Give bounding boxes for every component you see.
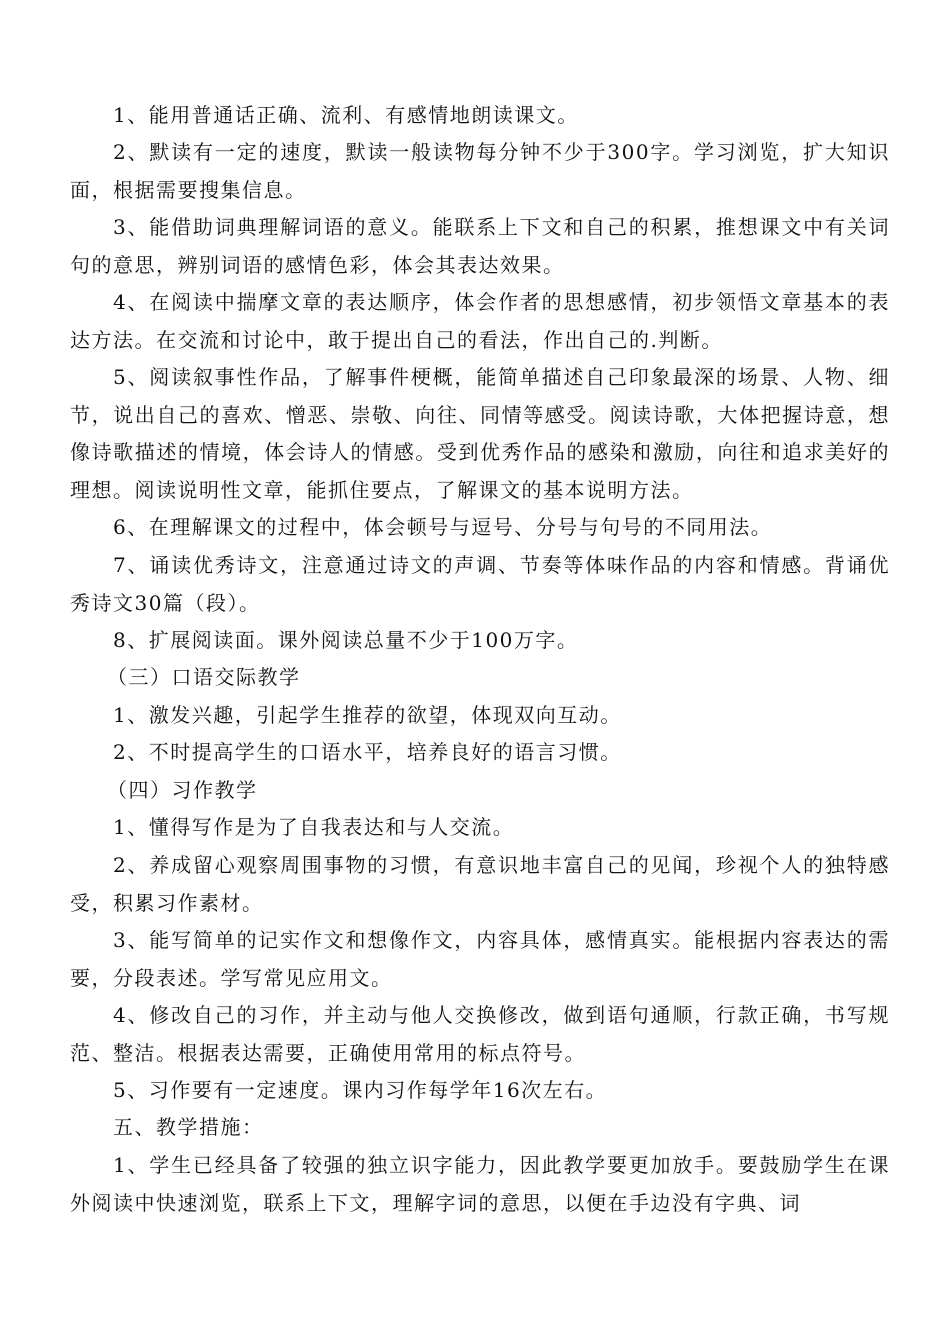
paragraph-oral-1: 1、激发兴趣，引起学生推荐的欲望，体现双向互动。: [113, 703, 622, 727]
paragraph-measures-1: 1、学生已经具备了较强的独立识字能力，因此教学要更加放手。要鼓励学生在课外阅读中快速浏览，联系上下文，理解字词的意思，以便在手边没有字典、词: [70, 1153, 890, 1215]
paragraph-oral-2: 2、不时提高学生的口语水平，培养良好的语言习惯。: [113, 740, 622, 764]
section-heading-oral: （三）口语交际教学: [107, 665, 301, 689]
paragraph-reading-6: 6、在理解课文的过程中，体会顿号与逗号、分号与句号的不同用法。: [113, 515, 773, 539]
paragraph-writing-3: 3、能写简单的记实作文和想像作文，内容具体，感情真实。能根据内容表达的需要，分段表述。学写常见应用文。: [70, 928, 890, 990]
paragraph-reading-1: 1、能用普通话正确、流利、有感情地朗读课文。: [113, 103, 579, 127]
paragraph-reading-3: 3、能借助词典理解词语的意义。能联系上下文和自己的积累，推想课文中有关词句的意思，辨别词语的感情色彩，体会其表达效果。: [70, 215, 890, 277]
paragraph-reading-5: 5、阅读叙事性作品，了解事件梗概，能简单描述自己印象最深的场景、人物、细节，说出自己的喜欢、憎恶、崇敬、向往、同情等感受。阅读诗歌，大体把握诗意，想像诗歌描述的情境，体会诗人的情感。受到优秀作品的感染和激励，向往和追求美好的理想。阅读说明性文章，能抓住要点，了解课文的基本说明方法。: [70, 365, 890, 502]
section-heading-writing: （四）习作教学: [107, 778, 258, 802]
paragraph-reading-4: 4、在阅读中揣摩文章的表达顺序，体会作者的思想感情，初步领悟文章基本的表达方法。在交流和讨论中，敢于提出自己的看法，作出自己的.判断。: [70, 290, 890, 352]
paragraph-writing-1: 1、懂得写作是为了自我表达和与人交流。: [113, 815, 515, 839]
paragraph-reading-8: 8、扩展阅读面。课外阅读总量不少于100万字。: [113, 628, 579, 652]
paragraph-writing-5: 5、习作要有一定速度。课内习作每学年16次左右。: [113, 1078, 608, 1102]
section-heading-measures: 五、教学措施：: [113, 1115, 264, 1139]
paragraph-writing-4: 4、修改自己的习作，并主动与他人交换修改，做到语句通顺，行款正确，书写规范、整洁。根据表达需要，正确使用常用的标点符号。: [70, 1003, 890, 1065]
paragraph-writing-2: 2、养成留心观察周围事物的习惯，有意识地丰富自己的见闻，珍视个人的独特感受，积累习作素材。: [70, 853, 890, 915]
paragraph-reading-2: 2、默读有一定的速度，默读一般读物每分钟不少于300字。学习浏览，扩大知识面，根据需要搜集信息。: [70, 140, 890, 202]
paragraph-reading-7: 7、诵读优秀诗文，注意通过诗文的声调、节奏等体味作品的内容和情感。背诵优秀诗文30篇（段）。: [70, 553, 890, 615]
